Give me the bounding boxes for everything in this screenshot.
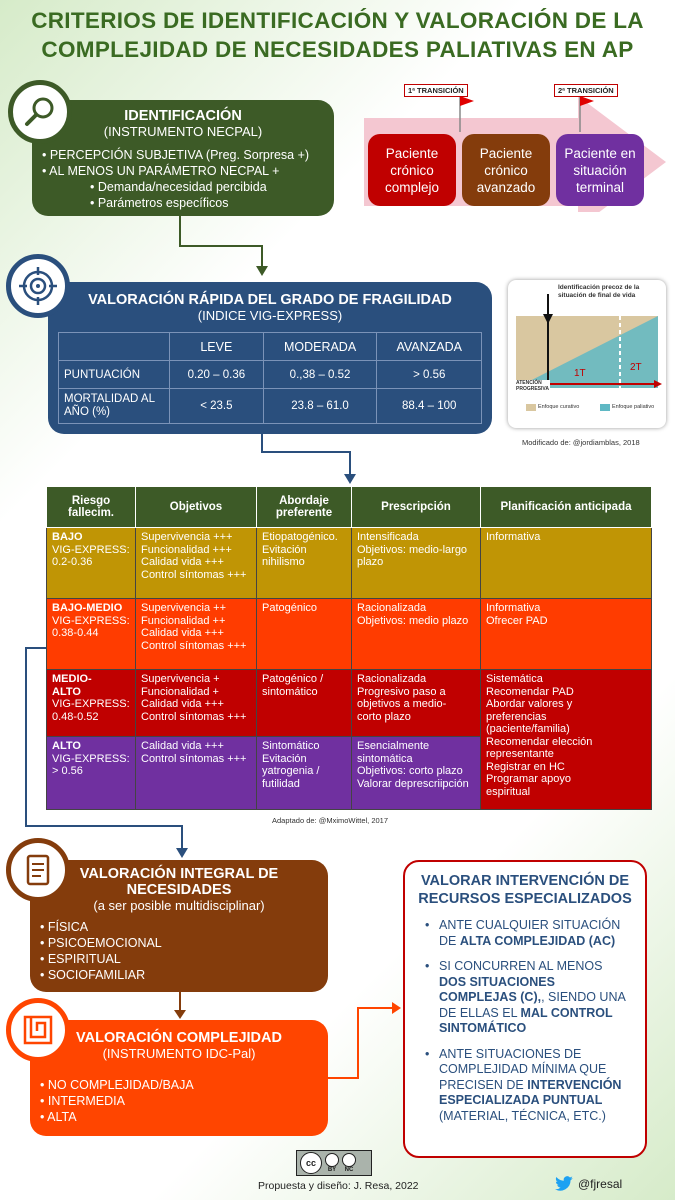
list-item: • FÍSICA xyxy=(40,920,89,934)
prescripcion-cell: Racionalizada Objetivos: medio plazo xyxy=(352,599,481,670)
cc-license-badge xyxy=(296,1150,372,1176)
fragilidad-title: VALORACIÓN RÁPIDA DEL GRADO DE FRAGILIDAD xyxy=(88,292,452,308)
table-cell: > 0.56 xyxy=(377,361,482,389)
maze-icon xyxy=(6,998,70,1062)
integral-subtitle: (a ser posible multidisciplinar) xyxy=(93,898,265,913)
legend-paliativo: Enfoque paliativo xyxy=(612,404,655,410)
list-item: • INTERMEDIA xyxy=(40,1094,125,1108)
complejidad-title: VALORACIÓN COMPLEJIDAD xyxy=(76,1030,282,1046)
list-item: • PSICOEMOCIONAL xyxy=(40,936,162,950)
table-header: Objetivos xyxy=(136,487,257,528)
list-item: • ALTA xyxy=(40,1110,77,1124)
objetivos-cell: Calidad vida +++ Control síntomas +++ xyxy=(136,737,257,810)
table-row xyxy=(47,528,652,599)
title-line-2: COMPLEJIDAD DE NECESIDADES PALIATIVAS EN AP xyxy=(41,37,634,62)
riesgo-table xyxy=(46,486,652,810)
vig-value: VIG-EXPRESS: 0.2-0.36 xyxy=(52,543,130,568)
magnifier-icon xyxy=(8,80,72,144)
row-label: MORTALIDAD AL AÑO (%) xyxy=(59,389,170,424)
riesgo-cell xyxy=(47,599,136,670)
title-line-1: CRITERIOS DE IDENTIFICACIÓN Y VALORACIÓN DE LA xyxy=(31,8,644,33)
list-item: • ANTE CUALQUIER SITUACIÓN DE ALTA COMPLEJIDAD (AC) xyxy=(425,918,633,949)
riesgo-label: BAJO xyxy=(52,531,83,543)
list-item: • AL MENOS UN PARÁMETRO NECPAL + xyxy=(42,164,280,178)
riesgo-label: ALTO xyxy=(52,740,81,752)
table-cell: < 23.5 xyxy=(170,389,264,424)
table-cell: 0.20 – 0.36 xyxy=(170,361,264,389)
list-item: • NO COMPLEJIDAD/BAJA xyxy=(40,1078,194,1092)
final-de-vida-figure xyxy=(508,280,666,428)
complejidad-subtitle: (INSTRUMENTO IDC-Pal) xyxy=(102,1046,256,1061)
table-row xyxy=(59,361,482,389)
riesgo-label: BAJO-MEDIO xyxy=(52,602,123,614)
flag-icon xyxy=(460,96,474,106)
planificacion-cell: Informativa xyxy=(481,528,652,599)
list-item: • ESPIRITUAL xyxy=(40,952,121,966)
objetivos-cell: Supervivencia + Funcionalidad + Calidad vida +++ Control síntomas +++ xyxy=(136,670,257,737)
table-header: Riesgo fallecim. xyxy=(47,487,136,528)
transiciones-diagram xyxy=(358,82,670,212)
paciente-cronico-complejo-box: Paciente crónico complejo xyxy=(368,134,456,206)
figure-credit: Modificado de: @jordiamblas, 2018 xyxy=(522,438,640,447)
vig-value: VIG-EXPRESS: 0.38-0.44 xyxy=(52,614,130,639)
list-item: • Parámetros específicos xyxy=(90,196,229,210)
row-label: PUNTUACIÓN xyxy=(59,361,170,389)
prescripcion-cell: Esencialmente sintomática Objetivos: corto plazo Valorar deprescriipción xyxy=(352,737,481,810)
list-item: • PERCEPCIÓN SUBJETIVA (Preg. Sorpresa +) xyxy=(42,148,310,162)
recursos-list xyxy=(425,918,633,1124)
fragilidad-box xyxy=(48,282,492,434)
table-cell: 0.,38 – 0.52 xyxy=(263,361,377,389)
list-item: • ANTE SITUACIONES DE COMPLEJIDAD MÍNIMA QUE PRECISEN DE INTERVENCIÓN ESPECIALIZADA PUNTUAL (MATERIAL, TÉCNICA, ETC.) xyxy=(425,1047,633,1125)
table-cell: 23.8 – 61.0 xyxy=(263,389,377,424)
tabla-credit: Adaptado de: @MximoWittel, 2017 xyxy=(272,816,389,825)
table-header: Prescripción xyxy=(352,487,481,528)
objetivos-cell: Supervivencia ++ Funcionalidad ++ Calidad vida +++ Control síntomas +++ xyxy=(136,599,257,670)
table-row xyxy=(59,389,482,424)
prescripcion-cell: Racionalizada Progresivo paso a objetivos a medio- corto plazo xyxy=(352,670,481,737)
riesgo-cell xyxy=(47,528,136,599)
table-row xyxy=(59,333,482,361)
abordaje-cell: Etiopatogénico. Evitación nihilismo xyxy=(257,528,352,599)
valoracion-integral-box xyxy=(30,860,328,992)
recursos-title: VALORAR INTERVENCIÓN DE RECURSOS ESPECIALIZADOS xyxy=(418,873,632,907)
vig-value: VIG-EXPRESS: 0.48-0.52 xyxy=(52,698,130,723)
figure-atencion-label: ATENCIÓN PROGRESIVA xyxy=(516,380,549,392)
table-header-row xyxy=(47,487,652,528)
integral-title-1: VALORACIÓN INTEGRAL DE xyxy=(79,866,279,882)
connector-ident-fragilidad xyxy=(180,216,262,268)
checklist-icon xyxy=(6,838,70,902)
riesgo-label: MEDIO- ALTO xyxy=(52,673,92,698)
table-header: AVANZADA xyxy=(377,333,482,361)
identificacion-box xyxy=(32,100,334,216)
figure-1t-label: 1T xyxy=(574,368,586,379)
nc-icon: NC xyxy=(342,1153,356,1173)
abordaje-cell: Patogénico xyxy=(257,599,352,670)
list-item: • Demanda/necesidad percibida xyxy=(90,180,267,194)
abordaje-cell: Patogénico / sintomático xyxy=(257,670,352,737)
legend-curativo: Enfoque curativo xyxy=(538,404,580,410)
paciente-cronico-avanzado-box: Paciente crónico avanzado xyxy=(462,134,550,206)
paciente-terminal-box: Paciente en situación terminal xyxy=(556,134,644,206)
table-row xyxy=(47,670,652,737)
list-item: • SI CONCURREN AL MENOS DOS SITUACIONES COMPLEJAS (C),, SIENDO UNA DE ELLAS EL MAL CONTROL SINTOMÁTICO xyxy=(425,959,633,1037)
recursos-especializados-box xyxy=(403,860,647,1158)
identificacion-subtitle: (INSTRUMENTO NECPAL) xyxy=(103,124,263,139)
valoracion-complejidad-box xyxy=(30,1020,328,1136)
table-cell: 88.4 – 100 xyxy=(377,389,482,424)
table-header: LEVE xyxy=(170,333,264,361)
figure-2t-label: 2T xyxy=(630,362,642,373)
twitter-handle: @fjresal xyxy=(554,1176,622,1192)
by-icon: BY xyxy=(325,1153,339,1173)
integral-title-2: NECESIDADES xyxy=(126,882,232,898)
footer-credit: Propuesta y diseño: J. Resa, 2022 xyxy=(258,1180,419,1192)
fragilidad-subtitle: (INDICE VIG-EXPRESS) xyxy=(197,308,343,323)
cc-icon: cc xyxy=(300,1152,322,1174)
identificacion-title: IDENTIFICACIÓN xyxy=(124,108,242,124)
target-icon xyxy=(6,254,70,318)
riesgo-cell xyxy=(47,737,136,810)
abordaje-cell: Sintomático Evitación yatrogenia / futilidad xyxy=(257,737,352,810)
complejidad-list xyxy=(40,1077,328,1125)
fragilidad-table xyxy=(58,332,482,424)
planificacion-cell: Informativa Ofrecer PAD xyxy=(481,599,652,670)
connector-fragilidad-tabla xyxy=(262,434,350,476)
twitter-icon xyxy=(554,1176,574,1192)
table-header: Abordaje preferente xyxy=(257,487,352,528)
objetivos-cell: Supervivencia +++ Funcionalidad +++ Calidad vida +++ Control síntomas +++ xyxy=(136,528,257,599)
vig-value: VIG-EXPRESS: > 0.56 xyxy=(52,752,130,777)
list-item: • SOCIOFAMILIAR xyxy=(40,968,146,982)
integral-list xyxy=(40,919,328,983)
table-header: Planificación anticipada xyxy=(481,487,652,528)
table-header: MODERADA xyxy=(263,333,377,361)
identificacion-list xyxy=(42,147,334,211)
transicion-2-label: 2ª TRANSICIÓN xyxy=(554,84,618,97)
figure-heading: Identificación precoz de la situación de final de vida xyxy=(558,284,640,299)
table-row xyxy=(47,599,652,670)
transicion-1-label: 1ª TRANSICIÓN xyxy=(404,84,468,97)
riesgo-cell xyxy=(47,670,136,737)
connector-complejidad-recursos xyxy=(328,1008,394,1078)
planificacion-cell: Sistemática Recomendar PAD Abordar valores y preferencias (paciente/familia) Recomendar elección representante Registrar en HC Programar apoyo espiritual xyxy=(481,670,652,810)
prescripcion-cell: Intensificada Objetivos: medio-largo plazo xyxy=(352,528,481,599)
